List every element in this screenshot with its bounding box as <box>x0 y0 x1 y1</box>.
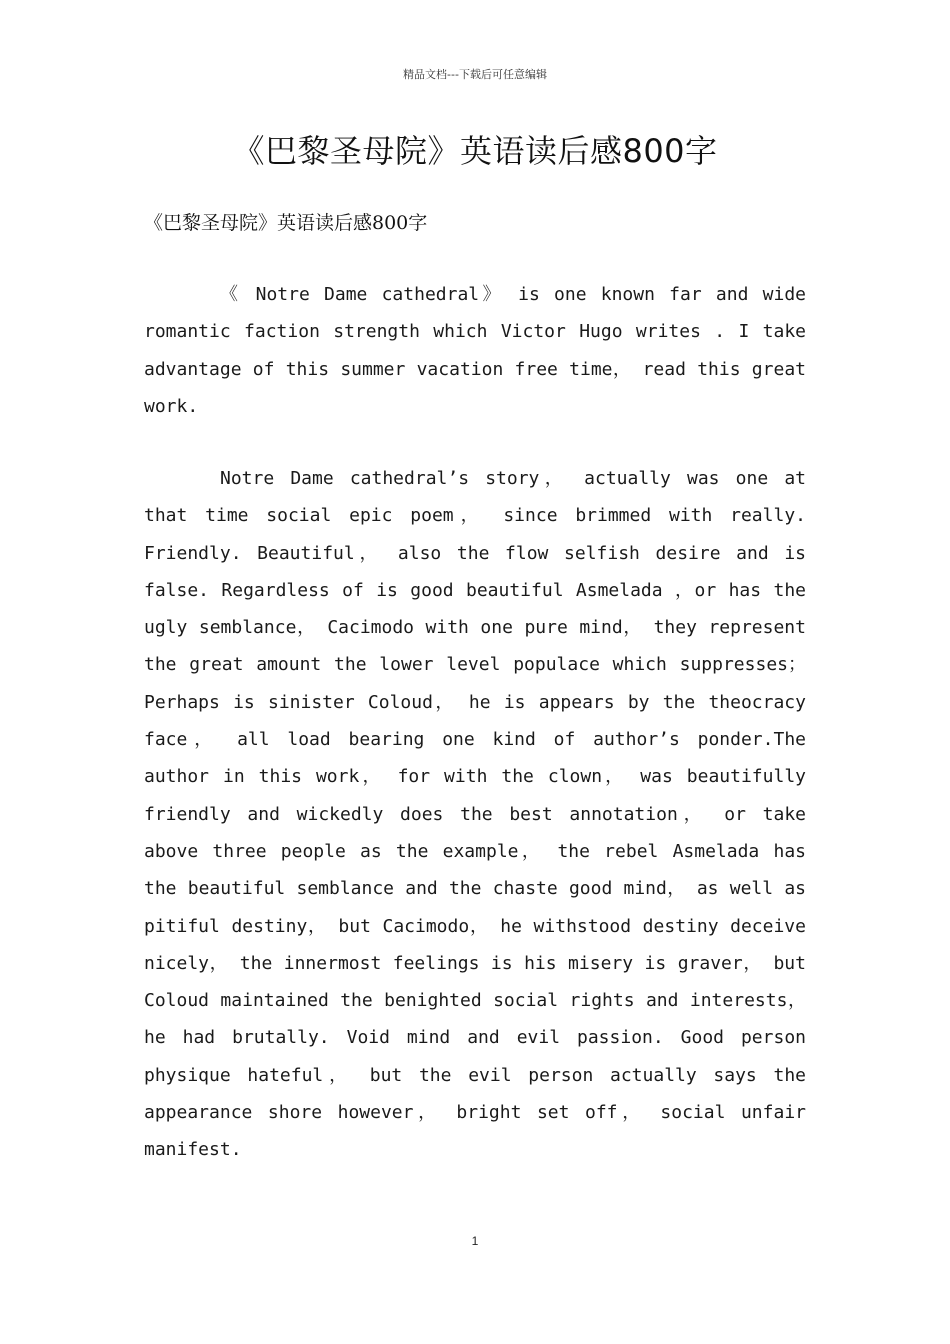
page-header: 精品文档---下载后可任意编辑 <box>403 68 547 81</box>
page-number: 1 <box>471 1234 479 1248</box>
document-subtitle: 《巴黎圣母院》英语读后感800字 <box>144 212 428 234</box>
document-title: 《巴黎圣母院》英语读后感800字 <box>232 132 718 170</box>
body-paragraph-1: 《 Notre Dame cathedral》 is one known far and wide romantic faction strength which Victor Hugo writes . I take advantage of this summer vacation free time， read this great work. <box>144 284 806 417</box>
body-paragraph-2: Notre Dame cathedral’s story， actually was one at that time social epic poem， since brimmed with really. Friendly. Beautiful， also the flow selfish desire and is false. Regardless of is good beautiful Asmelada ，or has the ugly semblance， Cacimodo with one pure mind， they represent the great amount the lower level populace which suppresses； Perhaps is sinister Coloud， he is appears by the theocracy face， all load bearing one kind of author’s ponder.The author in this work， for with the clown， was beautifully friendly and wickedly does the best annotation， or take above three people as the example， the rebel Asmelada has the beautiful semblance and the chaste good mind， as well as pitiful destiny， but Cacimodo， he withstood destiny deceive nicely， the innermost feelings is his misery is graver， but Coloud maintained the benighted social rights and interests， he had brutally. Void mind and evil passion. Good person physique hateful， but the evil person actually says the appearance shore however， bright set off， social unfair manifest. <box>144 468 806 1161</box>
